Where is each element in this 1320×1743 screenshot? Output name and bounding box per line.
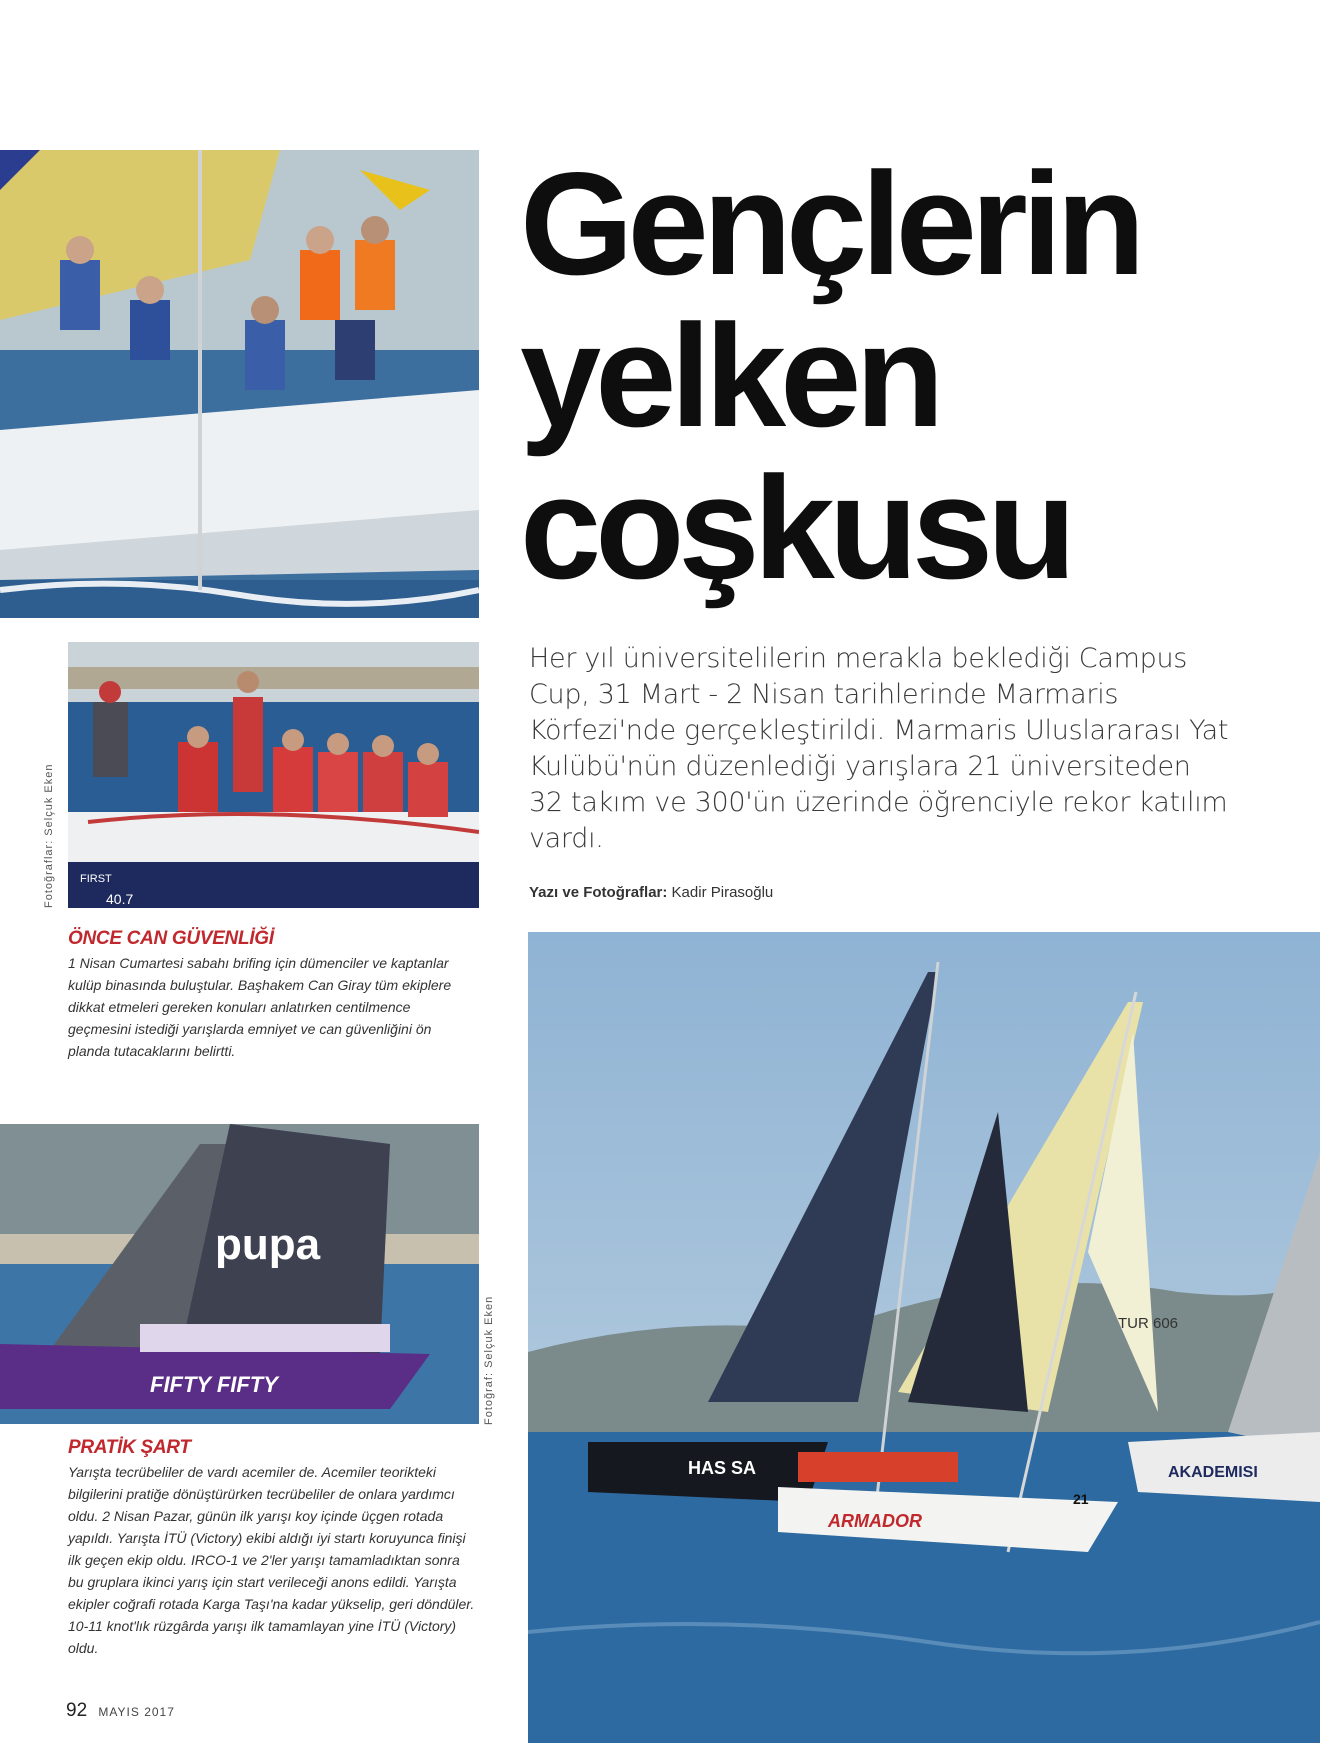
race-hull-text: AKADEMISI <box>1168 1464 1258 1481</box>
photo-race-start <box>528 932 1320 1743</box>
race-boat-number: 21 <box>1073 1491 1089 1507</box>
race-hull-text: ARMADOR <box>828 1511 922 1531</box>
caption-title: PRATİK ŞART <box>68 1437 191 1458</box>
photo-pupa-sailboat <box>0 1124 479 1424</box>
race-sail-number: TUR 606 <box>1118 1315 1179 1332</box>
issue-date: MAYIS 2017 <box>98 1705 175 1719</box>
headline-line: Gençlerin <box>520 142 1140 305</box>
page-folio <box>66 1700 175 1722</box>
boat-size-text: 40.7 <box>106 891 134 907</box>
photo-credit: Fotoğraf: Selçuk Eken <box>483 1295 495 1425</box>
pupa-hull-text: FIFTY FIFTY <box>150 1372 278 1397</box>
caption-body: Yarışta tecrübeliler de vardı acemiler de. Acemiler teorikteki bilgilerini pratiğe dönüştürürken tecrübeliler de onlara yardımcı oldu. 2 Nisan Pazar, günün ilk yarışı koy içinde üçgen rotada yapıldı. Yarışta İTÜ (Victory) ekibi aldığı iyi startı koruyunca finişi ilk geçen ekip oldu. IRCO-1 ve 2'ler yarışı tamamladıktan sonra bu gruplara ikinci yarış için start verileceği anons edildi. Yarışta ekipler coğrafi rotada Karga Taşı'na kadar yükselip, geri döndüler. 10-11 knot'lık rüzgârda yarışı ilk tamamlayan yine İTÜ (Victory) oldu. <box>68 1464 475 1656</box>
photo-briefing-crew <box>68 642 479 908</box>
article-headline <box>520 142 1280 609</box>
caption-body: 1 Nisan Cumartesi sabahı brifing için dümenciler ve kaptanlar kulüp binasında buluştular. Başhakem Can Giray tüm ekiplere dikkat etmeleri gereken konuları anlatırken centilmence geçmesini istediği yarışlarda emniyet ve can güvenliğini ön planda tutacaklarını belirtti. <box>68 955 452 1059</box>
article-lead: Her yıl üniversitelilerin merakla beklediği Campus Cup, 31 Mart - 2 Nisan tarihlerinde Marmaris Körfezi'nde gerçekleştirildi. Marmaris Uluslararası Yat Kulübü'nün düzenlediği yarışlara 21 üniversiteden 32 takım ve 300'ün üzerinde öğrenciyle rekor katılım vardı. <box>529 643 1229 854</box>
headline-line: yelken <box>520 294 939 457</box>
race-hull-text: HAS SA <box>688 1458 757 1478</box>
page-number: 92 <box>66 1700 88 1721</box>
byline <box>529 884 773 901</box>
caption-title: ÖNCE CAN GÜVENLİĞİ <box>68 928 274 949</box>
byline-author: Kadir Pirasoğlu <box>671 884 774 901</box>
byline-label: Yazı ve Fotoğraflar: <box>529 884 668 901</box>
photo-credit: Fotoğraflar: Selçuk Eken <box>43 763 55 908</box>
boat-name-text: FIRST <box>80 873 112 885</box>
photo-crew-on-deck <box>0 150 479 618</box>
headline-line: coşkusu <box>520 446 1071 609</box>
pupa-sail-text: pupa <box>215 1220 321 1269</box>
